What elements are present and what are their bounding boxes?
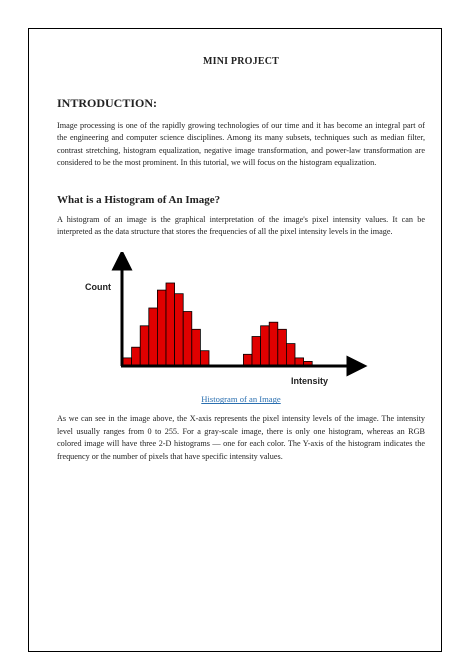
histogram-bar [304,362,313,366]
histogram-bar [140,326,149,365]
histogram-bar [166,283,175,365]
histogram-bar [175,294,184,365]
histogram-caption-link[interactable]: Histogram of an Image [201,394,281,405]
histogram-bar [192,330,201,366]
histogram-bar [183,312,192,366]
histogram-bar [286,344,295,365]
histogram-bar [269,323,278,366]
histogram-figure [57,252,425,387]
histogram-bar [278,330,287,366]
histogram-bar [132,348,141,366]
histogram-bar [295,358,304,365]
x-axis-label: Intensity [291,376,329,387]
histogram-bar [123,358,132,365]
figure-caption [57,394,425,404]
histogram-bar [243,355,252,366]
document-body [57,56,425,463]
histogram-chart [57,252,425,387]
histogram-bars [123,283,312,365]
histogram-paragraph: A histogram of an image is the graphical interpretation of the image's pixel intensity values. It can be interpreted as the data structure that stores the frequencies of all the pixel intensity levels in the image. [57,214,425,237]
introduction-paragraph: Image processing is one of the rapidly growing technologies of our time and it has become an integral part of the engineering and computer science disciplines. Among its many subsets, techniques such as median filter, contrast stretching, histogram equalization, negative image transformation, and power-law transformation are considered to be the most prominent. In this tutorial, we will focus on the histogram equalization. [57,121,425,168]
histogram-bar [261,326,270,365]
y-axis-label: Count [85,282,111,293]
explanation-paragraph: As we can see in the image above, the X-axis represents the pixel intensity levels of the image. The intensity level usually ranges from 0 to 255. For a gray-scale image, there is only one histogram, whereas an RGB colored image will have three 2-D histograms — one for each color. The Y-axis of the histogram indicates the frequency or the number of pixels that have specific intensity values. [57,414,425,461]
histogram-heading: What is a Histogram of An Image? [57,193,221,206]
histogram-bar [157,291,166,366]
page-title: MINI PROJECT [202,56,279,67]
histogram-bar [149,308,158,365]
histogram-bar [252,337,261,366]
introduction-heading: INTRODUCTION: [57,96,158,110]
histogram-bar [200,351,209,365]
